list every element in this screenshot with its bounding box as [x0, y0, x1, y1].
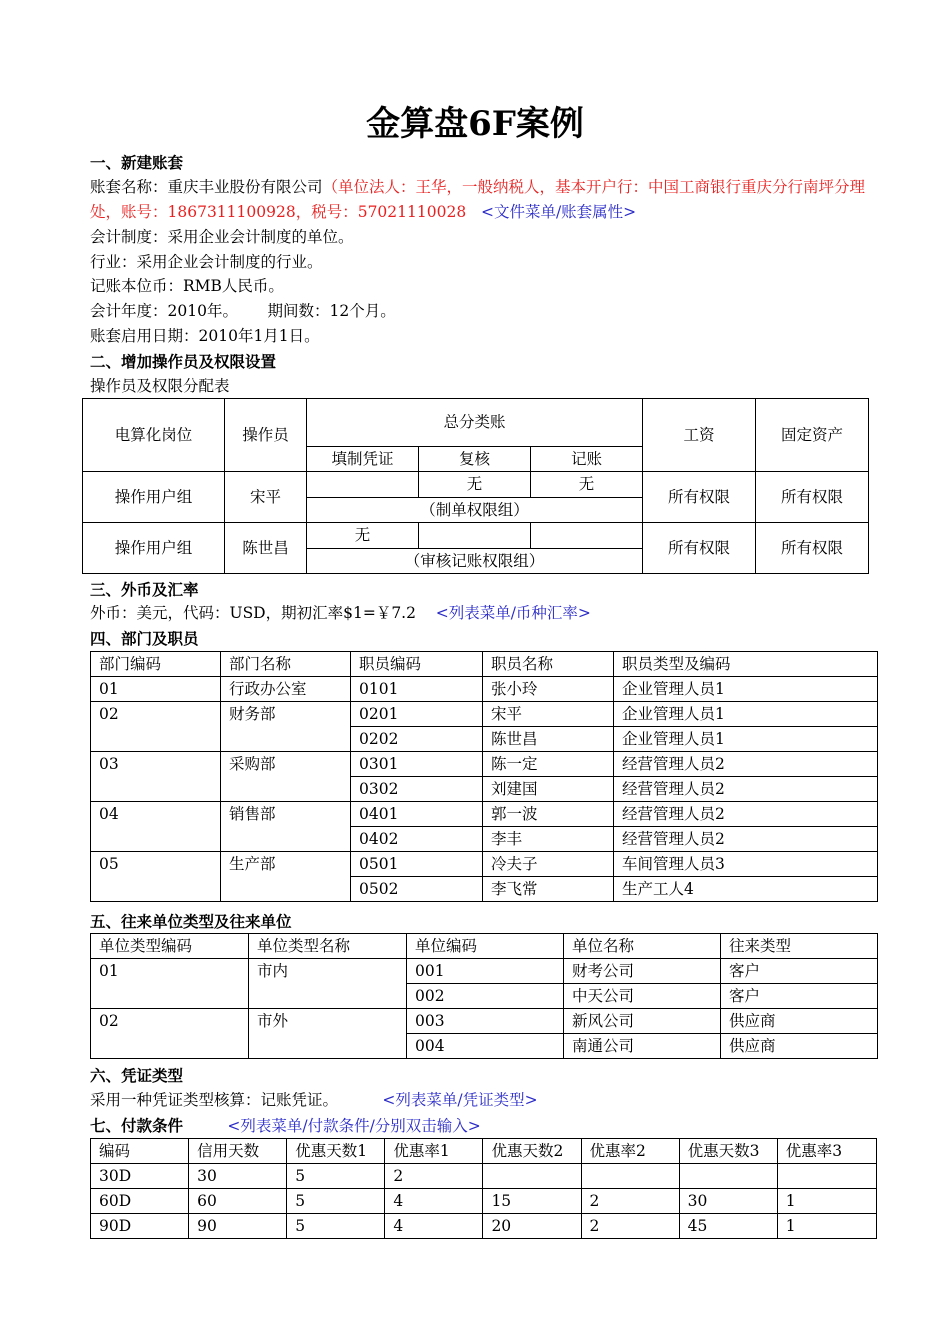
table-cell: 1 [777, 1214, 876, 1239]
row1-fill [307, 472, 419, 498]
staff-name: 刘建国 [483, 777, 614, 802]
menu-hint-currency-rate: <列表菜单/币种汇率> [435, 604, 591, 622]
row2-post-account [531, 523, 643, 549]
unit-code: 003 [407, 1009, 564, 1034]
menu-hint-payment-terms: <列表菜单/付款条件/分别双击输入> [227, 1117, 481, 1135]
section-1-heading: 一、新建账套 [90, 153, 184, 172]
table-row [91, 802, 878, 827]
unit-type-name: 市内 [249, 959, 407, 1009]
staff-name: 陈世昌 [483, 727, 614, 752]
staff-type: 经营管理人员2 [614, 752, 878, 777]
table-cell: 2 [581, 1189, 679, 1214]
unit-code: 004 [407, 1034, 564, 1059]
page-title: 金算盘6F案例 [366, 104, 584, 144]
dept-code: 03 [91, 752, 221, 802]
row2-post: 操作用户组 [83, 523, 225, 574]
unit-type-code: 02 [91, 1009, 249, 1059]
table-cell: 45 [679, 1214, 777, 1239]
table-row [91, 852, 878, 877]
table-cell: 30D [91, 1164, 189, 1189]
table-cell: 5 [287, 1214, 385, 1239]
table-header-row [91, 1139, 877, 1164]
table-row [91, 1164, 877, 1189]
staff-code: 0302 [351, 777, 483, 802]
table-cell: 30 [189, 1164, 287, 1189]
account-set-details: （单位法人：王华，一般纳税人，基本开户行：中国工商银行重庆分行南坪分理处，账号：1867311100928，税号：57021110028 [90, 178, 866, 221]
account-set-name [90, 175, 870, 225]
row1-operator: 宋平 [225, 472, 307, 523]
header-salary: 工资 [643, 399, 756, 472]
column-header: 优惠率2 [581, 1139, 679, 1164]
table-cell: 4 [385, 1189, 483, 1214]
permission-table-caption: 操作员及权限分配表 [90, 377, 230, 395]
staff-name: 冷夫子 [483, 852, 614, 877]
header-post: 电算化岗位 [83, 399, 225, 472]
dept-code: 04 [91, 802, 221, 852]
table-cell: 30 [679, 1189, 777, 1214]
table-row [91, 1009, 878, 1034]
foreign-currency-text: 外币：美元，代码：USD，期初汇率$1=￥7.2 [90, 604, 416, 622]
table-row [91, 959, 878, 984]
column-header: 往来类型 [721, 934, 878, 959]
column-header: 优惠率3 [777, 1139, 876, 1164]
dept-code: 05 [91, 852, 221, 902]
table-row [91, 1189, 877, 1214]
staff-type: 经营管理人员2 [614, 777, 878, 802]
customer-table [90, 933, 878, 1059]
unit-name: 财考公司 [564, 959, 721, 984]
column-header: 单位类型编码 [91, 934, 249, 959]
table-cell: 2 [581, 1214, 679, 1239]
staff-type: 车间管理人员3 [614, 852, 878, 877]
staff-name: 张小玲 [483, 677, 614, 702]
column-header: 职员名称 [483, 652, 614, 677]
table-cell: 20 [483, 1214, 581, 1239]
dept-name: 销售部 [221, 802, 351, 852]
staff-type: 企业管理人员1 [614, 727, 878, 752]
menu-hint-voucher-type: <列表菜单/凭证类型> [382, 1091, 538, 1109]
permission-table [82, 398, 869, 574]
column-header: 单位类型名称 [249, 934, 407, 959]
unit-code: 001 [407, 959, 564, 984]
table-row [91, 677, 878, 702]
column-header: 职员类型及编码 [614, 652, 878, 677]
staff-name: 陈一定 [483, 752, 614, 777]
dept-name: 财务部 [221, 702, 351, 752]
fiscal-year-line [90, 299, 880, 324]
header-operator: 操作员 [225, 399, 307, 472]
unit-name: 南通公司 [564, 1034, 721, 1059]
column-header: 单位名称 [564, 934, 721, 959]
table-cell: 15 [483, 1189, 581, 1214]
base-currency: 记账本位币：RMB人民币。 [90, 277, 284, 295]
unit-name: 中天公司 [564, 984, 721, 1009]
header-post-account: 记账 [531, 446, 643, 471]
staff-name: 郭一波 [483, 802, 614, 827]
fiscal-year: 会计年度：2010年。 [90, 302, 238, 320]
table-header-row [91, 934, 878, 959]
staff-code: 0101 [351, 677, 483, 702]
section-6-heading: 六、凭证类型 [90, 1066, 184, 1085]
row1-salary: 所有权限 [643, 472, 756, 523]
account-set-name-label: 账套名称：重庆丰业股份有限公司 [90, 178, 323, 196]
dept-name: 生产部 [221, 852, 351, 902]
column-header: 部门编码 [91, 652, 221, 677]
department-table [90, 651, 878, 902]
section-7-heading-line [90, 1113, 880, 1139]
row2-review [419, 523, 531, 549]
table-row [91, 752, 878, 777]
start-date: 账套启用日期：2010年1月1日。 [90, 327, 320, 345]
row2-operator: 陈世昌 [225, 523, 307, 574]
staff-code: 0401 [351, 802, 483, 827]
unit-type-name: 市外 [249, 1009, 407, 1059]
table-cell: 2 [385, 1164, 483, 1189]
header-general-ledger: 总分类账 [307, 399, 643, 447]
voucher-type [90, 1088, 880, 1113]
header-fill-voucher: 填制凭证 [307, 446, 419, 471]
staff-name: 宋平 [483, 702, 614, 727]
table-cell [483, 1164, 581, 1189]
table-row [91, 1214, 877, 1239]
staff-code: 0201 [351, 702, 483, 727]
relation-type: 供应商 [721, 1034, 878, 1059]
table-cell: 5 [287, 1189, 385, 1214]
table-cell [777, 1164, 876, 1189]
table-cell: 5 [287, 1164, 385, 1189]
unit-code: 002 [407, 984, 564, 1009]
unit-type-code: 01 [91, 959, 249, 1009]
table-row [91, 702, 878, 727]
industry: 行业：采用企业会计制度的行业。 [90, 253, 323, 271]
row1-assets: 所有权限 [756, 472, 869, 523]
table-cell [581, 1164, 679, 1189]
column-header: 部门名称 [221, 652, 351, 677]
staff-code: 0501 [351, 852, 483, 877]
table-cell: 60D [91, 1189, 189, 1214]
row2-group: （审核记账权限组） [307, 548, 643, 574]
column-header: 优惠天数2 [483, 1139, 581, 1164]
dept-code: 02 [91, 702, 221, 752]
dept-name: 行政办公室 [221, 677, 351, 702]
dept-code: 01 [91, 677, 221, 702]
table-cell: 90D [91, 1214, 189, 1239]
staff-type: 企业管理人员1 [614, 702, 878, 727]
staff-name: 李飞常 [483, 877, 614, 902]
table-cell [679, 1164, 777, 1189]
column-header: 优惠天数1 [287, 1139, 385, 1164]
menu-hint-account-properties: <文件菜单/账套属性> [480, 203, 637, 221]
column-header: 优惠天数3 [679, 1139, 777, 1164]
accounting-system: 会计制度：采用企业会计制度的单位。 [90, 228, 354, 246]
column-header: 职员编码 [351, 652, 483, 677]
column-header: 优惠率1 [385, 1139, 483, 1164]
header-fixed-assets: 固定资产 [756, 399, 869, 472]
staff-name: 李丰 [483, 827, 614, 852]
staff-code: 0202 [351, 727, 483, 752]
staff-type: 企业管理人员1 [614, 677, 878, 702]
row2-salary: 所有权限 [643, 523, 756, 574]
row1-post-account: 无 [531, 472, 643, 498]
section-5-heading: 五、往来单位类型及往来单位 [90, 912, 292, 931]
staff-type: 经营管理人员2 [614, 802, 878, 827]
section-2-heading: 二、增加操作员及权限设置 [90, 352, 277, 371]
staff-code: 0402 [351, 827, 483, 852]
unit-name: 新风公司 [564, 1009, 721, 1034]
column-header: 单位编码 [407, 934, 564, 959]
table-cell: 1 [777, 1189, 876, 1214]
period-count: 期间数：12个月。 [267, 302, 396, 320]
header-review: 复核 [419, 446, 531, 471]
table-cell: 90 [189, 1214, 287, 1239]
row2-fill: 无 [307, 523, 419, 549]
staff-code: 0301 [351, 752, 483, 777]
section-7-heading: 七、付款条件 [90, 1116, 184, 1135]
table-cell: 4 [385, 1214, 483, 1239]
row1-group: （制单权限组） [307, 497, 643, 523]
column-header: 信用天数 [189, 1139, 287, 1164]
foreign-currency [90, 601, 880, 626]
row1-review: 无 [419, 472, 531, 498]
voucher-type-text: 采用一种凭证类型核算：记账凭证。 [90, 1091, 339, 1109]
relation-type: 客户 [721, 984, 878, 1009]
staff-type: 经营管理人员2 [614, 827, 878, 852]
relation-type: 供应商 [721, 1009, 878, 1034]
table-cell: 60 [189, 1189, 287, 1214]
column-header: 编码 [91, 1139, 189, 1164]
staff-type: 生产工人4 [614, 877, 878, 902]
row2-assets: 所有权限 [756, 523, 869, 574]
section-3-heading: 三、外币及汇率 [90, 580, 199, 599]
staff-code: 0502 [351, 877, 483, 902]
dept-name: 采购部 [221, 752, 351, 802]
relation-type: 客户 [721, 959, 878, 984]
payment-terms-table [90, 1138, 877, 1239]
table-header-row [91, 652, 878, 677]
section-4-heading: 四、部门及职员 [90, 629, 199, 648]
row1-post: 操作用户组 [83, 472, 225, 523]
